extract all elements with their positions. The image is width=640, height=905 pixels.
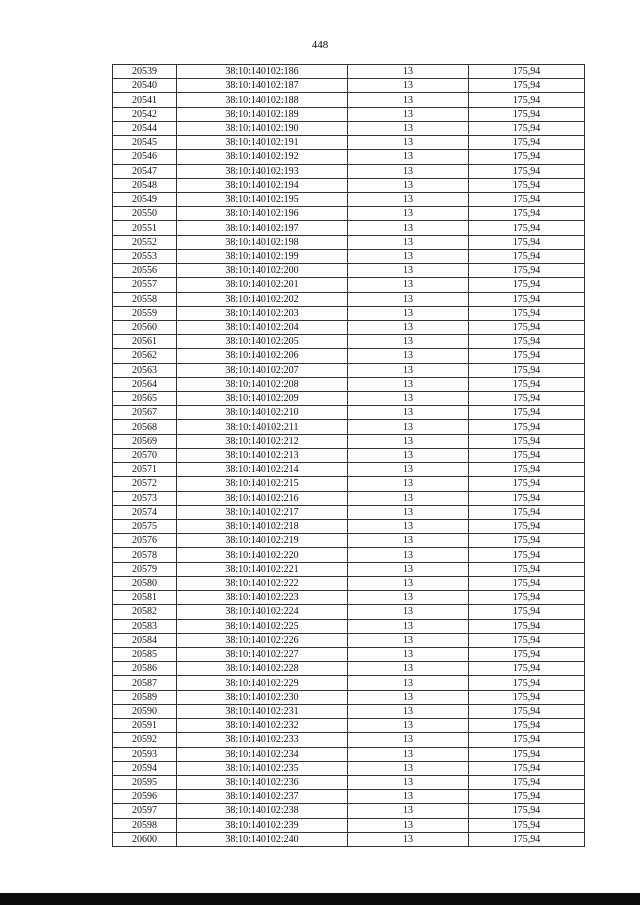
table-row [113,591,585,605]
quantity-cell: 13 [348,676,469,690]
quantity-cell: 13 [348,335,469,349]
value-cell: 175,94 [469,107,585,121]
quantity-cell: 13 [348,761,469,775]
table-row [113,747,585,761]
cadastral-number-cell: 38:10:140102:214 [177,463,348,477]
cadastral-number-cell: 38:10:140102:237 [177,790,348,804]
value-cell: 175,94 [469,576,585,590]
row-number-cell: 20590 [113,704,177,718]
row-number-cell: 20578 [113,548,177,562]
table-body [113,65,585,847]
quantity-cell: 13 [348,235,469,249]
value-cell: 175,94 [469,150,585,164]
quantity-cell: 13 [348,548,469,562]
row-number-cell: 20539 [113,65,177,79]
value-cell: 175,94 [469,292,585,306]
quantity-cell: 13 [348,178,469,192]
table-row [113,562,585,576]
cadastral-number-cell: 38:10:140102:235 [177,761,348,775]
table-row [113,818,585,832]
value-cell: 175,94 [469,420,585,434]
cadastral-number-cell: 38:10:140102:196 [177,207,348,221]
quantity-cell: 13 [348,207,469,221]
cadastral-number-cell: 38:10:140102:204 [177,320,348,334]
quantity-cell: 13 [348,192,469,206]
table-row [113,320,585,334]
quantity-cell: 13 [348,136,469,150]
quantity-cell: 13 [348,93,469,107]
row-number-cell: 20559 [113,306,177,320]
cadastral-number-cell: 38:10:140102:226 [177,633,348,647]
quantity-cell: 13 [348,221,469,235]
data-table [112,64,585,847]
table-row [113,775,585,789]
table-row [113,107,585,121]
value-cell: 175,94 [469,804,585,818]
value-cell: 175,94 [469,349,585,363]
value-cell: 175,94 [469,306,585,320]
cadastral-number-cell: 38:10:140102:190 [177,121,348,135]
row-number-cell: 20562 [113,349,177,363]
quantity-cell: 13 [348,747,469,761]
row-number-cell: 20548 [113,178,177,192]
cadastral-number-cell: 38:10:140102:236 [177,775,348,789]
cadastral-number-cell: 38:10:140102:210 [177,406,348,420]
row-number-cell: 20580 [113,576,177,590]
quantity-cell: 13 [348,121,469,135]
table-row [113,349,585,363]
table-row [113,136,585,150]
cadastral-number-cell: 38:10:140102:207 [177,363,348,377]
quantity-cell: 13 [348,477,469,491]
quantity-cell: 13 [348,377,469,391]
value-cell: 175,94 [469,633,585,647]
quantity-cell: 13 [348,491,469,505]
row-number-cell: 20591 [113,719,177,733]
cadastral-number-cell: 38:10:140102:203 [177,306,348,320]
row-number-cell: 20586 [113,662,177,676]
table-row [113,719,585,733]
quantity-cell: 13 [348,306,469,320]
data-table-container [112,64,584,847]
quantity-cell: 13 [348,278,469,292]
cadastral-number-cell: 38:10:140102:186 [177,65,348,79]
table-row [113,278,585,292]
value-cell: 175,94 [469,392,585,406]
table-row [113,306,585,320]
quantity-cell: 13 [348,292,469,306]
quantity-cell: 13 [348,690,469,704]
row-number-cell: 20563 [113,363,177,377]
row-number-cell: 20558 [113,292,177,306]
row-number-cell: 20589 [113,690,177,704]
table-row [113,192,585,206]
quantity-cell: 13 [348,392,469,406]
cadastral-number-cell: 38:10:140102:225 [177,619,348,633]
table-row [113,392,585,406]
row-number-cell: 20545 [113,136,177,150]
row-number-cell: 20553 [113,249,177,263]
row-number-cell: 20575 [113,520,177,534]
value-cell: 175,94 [469,505,585,519]
cadastral-number-cell: 38:10:140102:195 [177,192,348,206]
table-row [113,733,585,747]
cadastral-number-cell: 38:10:140102:215 [177,477,348,491]
row-number-cell: 20556 [113,264,177,278]
value-cell: 175,94 [469,477,585,491]
value-cell: 175,94 [469,548,585,562]
cadastral-number-cell: 38:10:140102:192 [177,150,348,164]
value-cell: 175,94 [469,192,585,206]
value-cell: 175,94 [469,363,585,377]
value-cell: 175,94 [469,136,585,150]
table-row [113,676,585,690]
table-row [113,65,585,79]
table-row [113,207,585,221]
row-number-cell: 20572 [113,477,177,491]
value-cell: 175,94 [469,733,585,747]
quantity-cell: 13 [348,818,469,832]
value-cell: 175,94 [469,790,585,804]
cadastral-number-cell: 38:10:140102:206 [177,349,348,363]
row-number-cell: 20582 [113,605,177,619]
row-number-cell: 20540 [113,79,177,93]
value-cell: 175,94 [469,278,585,292]
cadastral-number-cell: 38:10:140102:209 [177,392,348,406]
value-cell: 175,94 [469,690,585,704]
value-cell: 175,94 [469,93,585,107]
row-number-cell: 20581 [113,591,177,605]
row-number-cell: 20567 [113,406,177,420]
value-cell: 175,94 [469,448,585,462]
cadastral-number-cell: 38:10:140102:200 [177,264,348,278]
table-row [113,647,585,661]
table-row [113,548,585,562]
row-number-cell: 20571 [113,463,177,477]
table-row [113,178,585,192]
cadastral-number-cell: 38:10:140102:229 [177,676,348,690]
quantity-cell: 13 [348,434,469,448]
value-cell: 175,94 [469,320,585,334]
cadastral-number-cell: 38:10:140102:220 [177,548,348,562]
cadastral-number-cell: 38:10:140102:187 [177,79,348,93]
row-number-cell: 20560 [113,320,177,334]
table-row [113,363,585,377]
row-number-cell: 20568 [113,420,177,434]
table-row [113,93,585,107]
cadastral-number-cell: 38:10:140102:230 [177,690,348,704]
cadastral-number-cell: 38:10:140102:239 [177,818,348,832]
quantity-cell: 13 [348,790,469,804]
table-row [113,249,585,263]
quantity-cell: 13 [348,520,469,534]
table-row [113,619,585,633]
cadastral-number-cell: 38:10:140102:238 [177,804,348,818]
value-cell: 175,94 [469,775,585,789]
quantity-cell: 13 [348,719,469,733]
table-row [113,761,585,775]
row-number-cell: 20585 [113,647,177,661]
value-cell: 175,94 [469,65,585,79]
value-cell: 175,94 [469,619,585,633]
value-cell: 175,94 [469,235,585,249]
cadastral-number-cell: 38:10:140102:227 [177,647,348,661]
row-number-cell: 20544 [113,121,177,135]
value-cell: 175,94 [469,249,585,263]
table-row [113,79,585,93]
value-cell: 175,94 [469,178,585,192]
cadastral-number-cell: 38:10:140102:198 [177,235,348,249]
table-row [113,491,585,505]
quantity-cell: 13 [348,775,469,789]
value-cell: 175,94 [469,491,585,505]
value-cell: 175,94 [469,719,585,733]
quantity-cell: 13 [348,704,469,718]
cadastral-number-cell: 38:10:140102:208 [177,377,348,391]
cadastral-number-cell: 38:10:140102:202 [177,292,348,306]
value-cell: 175,94 [469,647,585,661]
cadastral-number-cell: 38:10:140102:222 [177,576,348,590]
row-number-cell: 20573 [113,491,177,505]
quantity-cell: 13 [348,264,469,278]
value-cell: 175,94 [469,164,585,178]
value-cell: 175,94 [469,335,585,349]
table-row [113,534,585,548]
quantity-cell: 13 [348,605,469,619]
table-row [113,662,585,676]
table-row [113,832,585,846]
quantity-cell: 13 [348,832,469,846]
value-cell: 175,94 [469,591,585,605]
row-number-cell: 20598 [113,818,177,832]
table-row [113,448,585,462]
row-number-cell: 20579 [113,562,177,576]
table-row [113,790,585,804]
value-cell: 175,94 [469,761,585,775]
cadastral-number-cell: 38:10:140102:205 [177,335,348,349]
row-number-cell: 20574 [113,505,177,519]
cadastral-number-cell: 38:10:140102:217 [177,505,348,519]
row-number-cell: 20565 [113,392,177,406]
value-cell: 175,94 [469,264,585,278]
quantity-cell: 13 [348,591,469,605]
row-number-cell: 20541 [113,93,177,107]
cadastral-number-cell: 38:10:140102:224 [177,605,348,619]
row-number-cell: 20597 [113,804,177,818]
quantity-cell: 13 [348,150,469,164]
cadastral-number-cell: 38:10:140102:233 [177,733,348,747]
row-number-cell: 20549 [113,192,177,206]
table-row [113,164,585,178]
table-row [113,505,585,519]
table-row [113,335,585,349]
row-number-cell: 20561 [113,335,177,349]
value-cell: 175,94 [469,406,585,420]
row-number-cell: 20594 [113,761,177,775]
cadastral-number-cell: 38:10:140102:193 [177,164,348,178]
value-cell: 175,94 [469,747,585,761]
cadastral-number-cell: 38:10:140102:211 [177,420,348,434]
cadastral-number-cell: 38:10:140102:194 [177,178,348,192]
value-cell: 175,94 [469,704,585,718]
quantity-cell: 13 [348,107,469,121]
row-number-cell: 20546 [113,150,177,164]
quantity-cell: 13 [348,420,469,434]
cadastral-number-cell: 38:10:140102:212 [177,434,348,448]
value-cell: 175,94 [469,662,585,676]
quantity-cell: 13 [348,79,469,93]
cadastral-number-cell: 38:10:140102:188 [177,93,348,107]
row-number-cell: 20551 [113,221,177,235]
cadastral-number-cell: 38:10:140102:216 [177,491,348,505]
table-row [113,434,585,448]
quantity-cell: 13 [348,576,469,590]
table-row [113,804,585,818]
quantity-cell: 13 [348,463,469,477]
quantity-cell: 13 [348,619,469,633]
quantity-cell: 13 [348,363,469,377]
cadastral-number-cell: 38:10:140102:197 [177,221,348,235]
value-cell: 175,94 [469,818,585,832]
row-number-cell: 20600 [113,832,177,846]
quantity-cell: 13 [348,733,469,747]
cadastral-number-cell: 38:10:140102:213 [177,448,348,462]
row-number-cell: 20569 [113,434,177,448]
cadastral-number-cell: 38:10:140102:219 [177,534,348,548]
cadastral-number-cell: 38:10:140102:234 [177,747,348,761]
quantity-cell: 13 [348,505,469,519]
cadastral-number-cell: 38:10:140102:201 [177,278,348,292]
value-cell: 175,94 [469,207,585,221]
value-cell: 175,94 [469,221,585,235]
cadastral-number-cell: 38:10:140102:218 [177,520,348,534]
table-row [113,221,585,235]
row-number-cell: 20557 [113,278,177,292]
table-row [113,121,585,135]
table-row [113,704,585,718]
table-row [113,576,585,590]
row-number-cell: 20593 [113,747,177,761]
table-row [113,605,585,619]
row-number-cell: 20547 [113,164,177,178]
quantity-cell: 13 [348,647,469,661]
cadastral-number-cell: 38:10:140102:240 [177,832,348,846]
value-cell: 175,94 [469,534,585,548]
cadastral-number-cell: 38:10:140102:228 [177,662,348,676]
cadastral-number-cell: 38:10:140102:223 [177,591,348,605]
cadastral-number-cell: 38:10:140102:189 [177,107,348,121]
row-number-cell: 20592 [113,733,177,747]
row-number-cell: 20595 [113,775,177,789]
table-row [113,477,585,491]
value-cell: 175,94 [469,676,585,690]
row-number-cell: 20583 [113,619,177,633]
table-row [113,235,585,249]
table-row [113,463,585,477]
quantity-cell: 13 [348,562,469,576]
quantity-cell: 13 [348,406,469,420]
value-cell: 175,94 [469,605,585,619]
table-row [113,150,585,164]
quantity-cell: 13 [348,633,469,647]
row-number-cell: 20587 [113,676,177,690]
value-cell: 175,94 [469,434,585,448]
value-cell: 175,94 [469,377,585,391]
table-row [113,406,585,420]
cadastral-number-cell: 38:10:140102:232 [177,719,348,733]
quantity-cell: 13 [348,349,469,363]
row-number-cell: 20584 [113,633,177,647]
quantity-cell: 13 [348,164,469,178]
quantity-cell: 13 [348,448,469,462]
row-number-cell: 20564 [113,377,177,391]
row-number-cell: 20570 [113,448,177,462]
table-row [113,292,585,306]
table-row [113,633,585,647]
row-number-cell: 20552 [113,235,177,249]
value-cell: 175,94 [469,463,585,477]
row-number-cell: 20550 [113,207,177,221]
table-row [113,264,585,278]
quantity-cell: 13 [348,662,469,676]
quantity-cell: 13 [348,249,469,263]
value-cell: 175,94 [469,832,585,846]
quantity-cell: 13 [348,534,469,548]
page-number: 448 [311,39,329,51]
table-row [113,377,585,391]
row-number-cell: 20596 [113,790,177,804]
quantity-cell: 13 [348,804,469,818]
table-row [113,690,585,704]
scan-bottom-edge [0,893,640,905]
table-row [113,420,585,434]
cadastral-number-cell: 38:10:140102:199 [177,249,348,263]
cadastral-number-cell: 38:10:140102:191 [177,136,348,150]
value-cell: 175,94 [469,121,585,135]
value-cell: 175,94 [469,79,585,93]
cadastral-number-cell: 38:10:140102:221 [177,562,348,576]
value-cell: 175,94 [469,562,585,576]
row-number-cell: 20542 [113,107,177,121]
table-row [113,520,585,534]
row-number-cell: 20576 [113,534,177,548]
value-cell: 175,94 [469,520,585,534]
quantity-cell: 13 [348,320,469,334]
cadastral-number-cell: 38:10:140102:231 [177,704,348,718]
quantity-cell: 13 [348,65,469,79]
